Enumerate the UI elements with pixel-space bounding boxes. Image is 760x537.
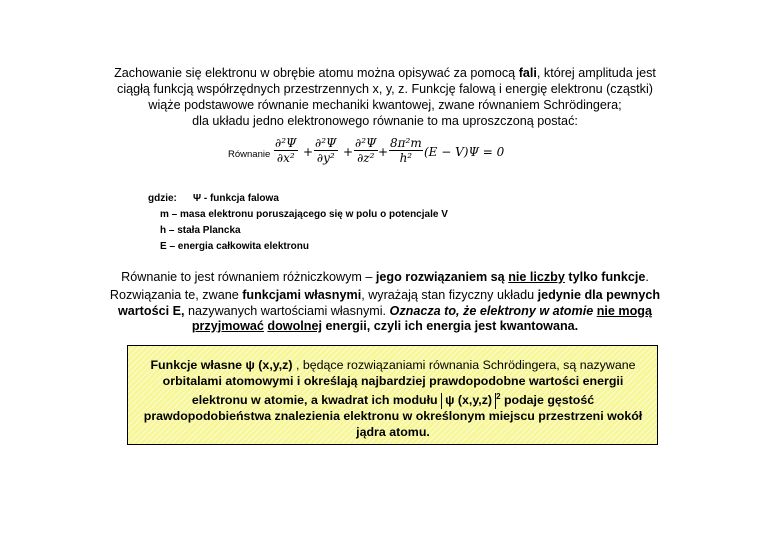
definition-psi: gdzie: Ψ - funkcja falowa [148, 193, 279, 204]
box-line-3: elektronu w atomie, a kwadrat ich modułu ψ (x,y,z) $^2$ podaje gęstość [191, 392, 595, 408]
intro-line-3: wiąże podstawowe równanie mechaniki kwantowej, zwane równaniem Schrödingera; [148, 98, 622, 112]
plus-sign: + [378, 145, 389, 159]
psi-symbol: ψ [445, 393, 455, 408]
box-line-2: orbitalami atomowymi i określają najbardziej prawdopodobne wartości energii [162, 373, 624, 388]
plus-sign: + [303, 145, 314, 159]
paragraph-differential: Równanie to jest równaniem różniczkowym – jego rozwiązaniem są nie liczby tylko funkcje. [121, 270, 649, 284]
schrodinger-equation [228, 132, 528, 180]
box-line-5: jądra atomu. [356, 424, 430, 439]
plus-sign: + [343, 145, 354, 159]
equation-label: Równanie [228, 149, 271, 160]
highlight-box-text [133, 358, 653, 440]
para2-line-3: przyjmować dowolnej energii, czyli ich energia jest kwantowana. [191, 319, 579, 333]
box-line-4: prawdopodobieństwa znalezienia elektronu w określonym miejscu przestrzeni wokół [143, 408, 643, 423]
box-line-1: Funkcje własne ψ (x,y,z) , będące rozwiązaniami równania Schrödingera, są nazywane [150, 358, 636, 372]
para2-line-2: wartości E, nazywanych wartościami własnymi. Oznacza to, że elektrony w atomie nie mogą [117, 303, 653, 318]
term-d2psi-dy2: $\frac{\text{∂²Ψ}}{\text{∂y²}}$ [315, 136, 337, 165]
definition-E: E – energia całkowita elektronu [160, 241, 309, 252]
intro-line-2: ciągłą funkcją współrzędnych przestrzennych x, y, z. Funkcję falową i energię elektronu (cząstki) [117, 82, 653, 96]
psi-symbol: ψ [245, 358, 255, 372]
para2-line-1: Rozwiązania te, zwane funkcjami własnymi, wyrażają stan fizyczny układu jedynie dla pewnych [109, 288, 661, 302]
term-d2psi-dx2: $\frac{\text{∂²Ψ}}{\text{∂x²}}$ [275, 136, 297, 165]
term-d2psi-dz2: $\frac{\text{∂²Ψ}}{\text{∂z²}}$ [355, 136, 377, 165]
intro-paragraph [90, 65, 680, 129]
definition-m: m – masa elektronu poruszającego się w polu o potencjale V [160, 209, 448, 220]
fali-bold: fali [518, 66, 537, 80]
modulus-bars: ψ (x,y,z) [441, 393, 496, 409]
intro-line-4: dla układu jedno elektronowego równanie to ma uproszczoną postać: [192, 114, 578, 128]
intro-line-1: Zachowanie się elektronu w obrębie atomu można opisywać za pomocą fali, której amplituda jest [114, 66, 656, 80]
definitions-list [148, 191, 448, 255]
equation-tail: (E − V)Ψ = 0 [424, 145, 505, 159]
paragraph-eigenfunctions [90, 288, 680, 335]
term-8pi2m-h2: $\frac{\text{8π²m}}{\text{h²}}$ [390, 136, 422, 165]
definition-h: h – stała Plancka [160, 225, 241, 236]
